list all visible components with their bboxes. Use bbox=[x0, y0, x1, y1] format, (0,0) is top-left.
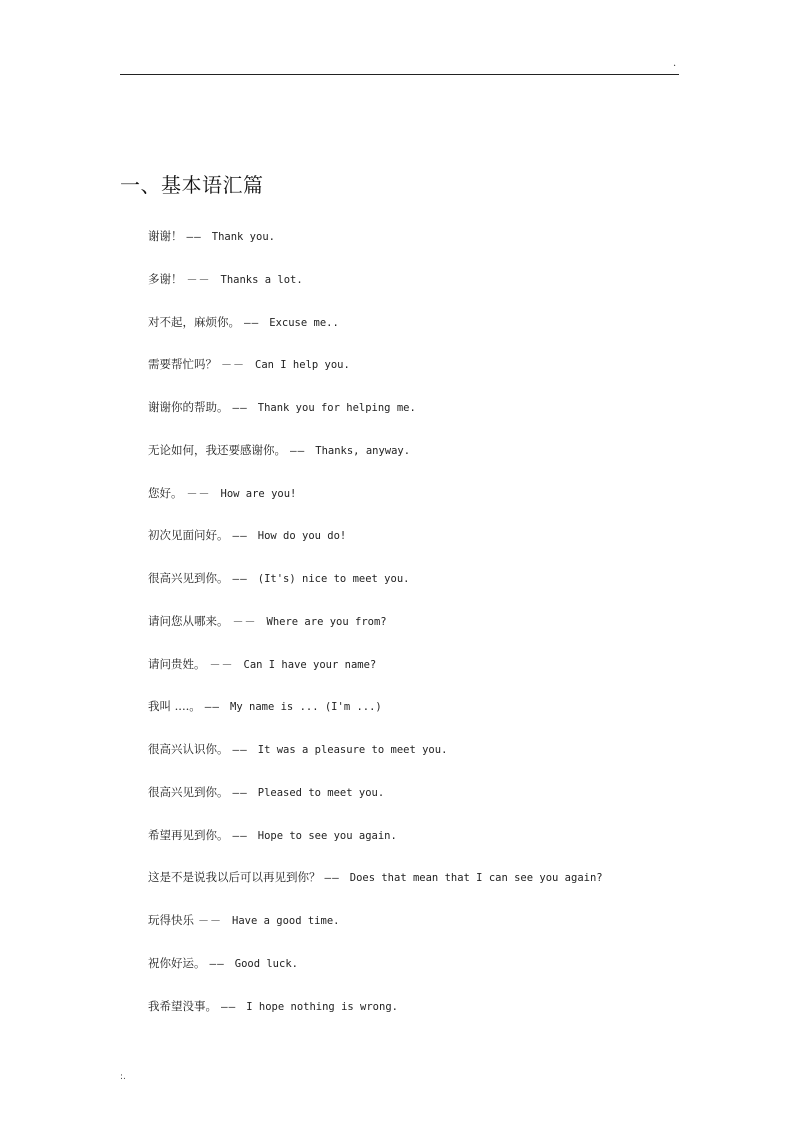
phrase-dash: －－ bbox=[198, 914, 222, 927]
phrase-dash: —— bbox=[324, 871, 340, 885]
phrase-dash: —— bbox=[232, 785, 248, 799]
phrase-chinese: 很高兴见到你。 bbox=[148, 571, 229, 585]
phrase-english: Does that mean that I can see you again? bbox=[349, 872, 603, 885]
phrase-english: Good luck. bbox=[234, 957, 298, 970]
phrase-item bbox=[148, 568, 728, 611]
phrase-item bbox=[148, 953, 728, 996]
phrase-chinese: 这是不是说我以后可以再见到你？ bbox=[148, 870, 321, 885]
phrase-item bbox=[148, 739, 728, 782]
header-rule bbox=[120, 74, 679, 75]
section-title: 一、基本语汇篇 bbox=[120, 173, 264, 197]
phrase-english: Thank you. bbox=[211, 231, 275, 243]
phrase-chinese: 请问您从哪来。 bbox=[148, 613, 229, 628]
phrase-item bbox=[148, 226, 728, 269]
phrase-english: It was a pleasure to meet you. bbox=[257, 744, 448, 756]
phrase-chinese: 谢谢！ bbox=[148, 229, 183, 243]
phrase-item bbox=[148, 611, 728, 654]
phrase-dash: —— bbox=[221, 999, 237, 1013]
phrase-chinese: 希望再见到你。 bbox=[148, 827, 229, 842]
phrase-dash: －－ bbox=[209, 657, 234, 671]
phrase-english: How are you! bbox=[220, 487, 297, 500]
phrase-item bbox=[148, 525, 728, 568]
phrase-chinese: 我叫 ....。 bbox=[148, 699, 201, 714]
phrase-dash: －－ bbox=[186, 272, 211, 286]
phrase-item bbox=[148, 782, 728, 825]
phrase-dash: —— bbox=[244, 315, 260, 329]
phrase-english: Hope to see you again. bbox=[257, 829, 397, 842]
phrase-chinese: 初次见面问好。 bbox=[148, 528, 229, 543]
phrase-item bbox=[148, 354, 728, 397]
phrase-english: Have a good time. bbox=[232, 915, 340, 927]
phrase-dash: —— bbox=[232, 529, 248, 543]
phrase-english: Thank you for helping me. bbox=[257, 402, 416, 414]
phrase-item bbox=[148, 825, 728, 868]
phrase-item bbox=[148, 269, 728, 312]
phrase-item bbox=[148, 910, 728, 953]
phrase-english: I hope nothing is wrong. bbox=[246, 1000, 398, 1013]
phrase-dash: —— bbox=[232, 743, 248, 756]
phrase-chinese: 多谢！ bbox=[148, 271, 183, 286]
phrase-english: Where are you from? bbox=[266, 615, 387, 628]
phrase-chinese: 很高兴见到你。 bbox=[148, 784, 229, 799]
phrase-dash: —— bbox=[290, 443, 306, 457]
phrase-english: Pleased to meet you. bbox=[257, 786, 385, 799]
phrase-list bbox=[148, 226, 728, 1038]
phrase-english: How do you do! bbox=[257, 530, 347, 543]
phrase-english: My name is ... (I'm ...) bbox=[230, 701, 382, 714]
phrase-english: Can I help you. bbox=[255, 359, 350, 372]
phrase-dash: —— bbox=[232, 401, 248, 414]
phrase-item bbox=[148, 654, 728, 697]
phrase-dash: －－ bbox=[186, 486, 211, 500]
phrase-dash: —— bbox=[186, 230, 202, 243]
phrase-dash: —— bbox=[232, 572, 248, 585]
phrase-chinese: 祝你好运。 bbox=[148, 955, 206, 970]
phrase-dash: —— bbox=[204, 700, 221, 714]
phrase-chinese: 您好。 bbox=[148, 485, 183, 500]
phrase-english: Thanks a lot. bbox=[220, 273, 303, 286]
phrase-english: Excuse me.. bbox=[269, 316, 339, 329]
phrase-chinese: 请问贵姓。 bbox=[148, 656, 206, 671]
phrase-item bbox=[148, 996, 728, 1039]
phrase-item bbox=[148, 696, 728, 739]
phrase-item bbox=[148, 397, 728, 440]
phrase-chinese: 我希望没事。 bbox=[148, 998, 217, 1013]
phrase-chinese: 很高兴认识你。 bbox=[148, 742, 229, 756]
phrase-english: Can I have your name? bbox=[243, 658, 377, 671]
header-mark: . bbox=[673, 58, 677, 69]
phrase-english: Thanks, anyway. bbox=[315, 444, 411, 457]
phrase-chinese: 需要帮忙吗？ bbox=[148, 357, 217, 372]
footer-mark: :. bbox=[120, 1072, 126, 1082]
phrase-english: (It's) nice to meet you. bbox=[257, 573, 410, 585]
phrase-dash: －－ bbox=[221, 358, 245, 372]
phrase-dash: —— bbox=[209, 956, 225, 970]
phrase-item bbox=[148, 312, 728, 355]
phrase-chinese: 无论如何，我还要感谢你。 bbox=[148, 442, 286, 457]
phrase-dash: －－ bbox=[232, 614, 257, 628]
phrase-item bbox=[148, 483, 728, 526]
phrase-dash: —— bbox=[232, 828, 248, 842]
phrase-chinese: 谢谢你的帮助。 bbox=[148, 400, 229, 414]
phrase-item bbox=[148, 867, 728, 910]
phrase-chinese: 玩得快乐 bbox=[148, 913, 194, 927]
phrase-chinese: 对不起，麻烦你。 bbox=[148, 314, 240, 329]
phrase-item bbox=[148, 440, 728, 483]
